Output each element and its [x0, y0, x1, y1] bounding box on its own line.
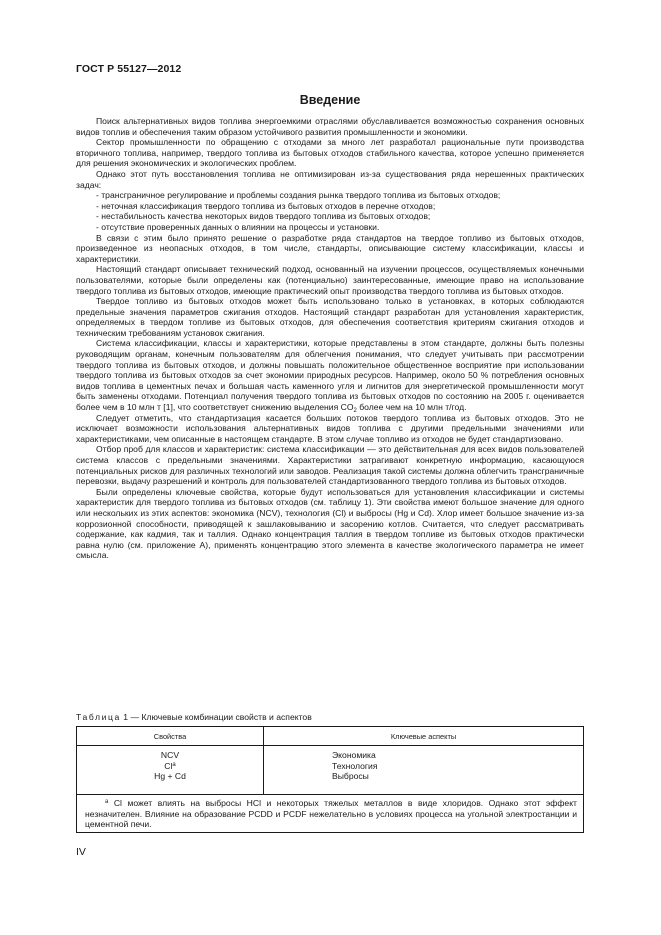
property-ncv: NCV [160, 750, 180, 760]
paragraph-co2-tail: более чем на 10 млн т/год. [356, 402, 467, 413]
table-caption-number: 1 [120, 712, 129, 722]
table-row [77, 746, 584, 795]
paragraph: Следует отметить, что стандартизация касается больших потоков твердого топлива из бытовых отходов. Это не исключает возможности использования альтернативных видов топлива с другими предельными значениями или характеристиками, чем описанные в настоящем стандарте. В этом случае топливо из отходов не будет стандартизовано. [76, 412, 584, 444]
paragraph: Сектор промышленности по обращению с отходами за много лет разработал рациональные пути производства вторичного топлива, например, твердого топлива из бытовых отходов стабильного качества, которое успешно применяется для решения экономических и экологических проблем. [76, 137, 584, 169]
property-cl: Cl$^a$ [164, 760, 176, 771]
table-caption [76, 712, 312, 722]
section-title: Введение [299, 93, 361, 107]
key-properties-table [76, 726, 584, 833]
document-designation: ГОСТ Р 55127—2012 [76, 63, 182, 75]
paragraph: Были определены ключевые свойства, которые будут использоваться для установления классификации и системы характеристик для твердого топлива из бытовых отходов (см. таблицу 1). Эти свойства имеют большое значение для одного или нескольких из этих аспектов: экономика (NCV), технология (Cl) и выбросы (Hg и Cd). Хлор имеет большое значение из-за коррозионной способности, приводящей к зашлаковыванию и засорению котлов. Считается, что следует рассматривать содержание, как кадмия, так и таллия. Однако концентрация таллия в твердом топливе из бытовых отходов практически равна нулю (см. приложение А), применять концентрацию этого элемента в качестве экологического параметра не имеет смысла. [76, 486, 584, 561]
properties-cell [77, 746, 264, 795]
paragraph: Поиск альтернативных видов топлива энергоемкими отраслями обуславливается возможностью сохранения основных видов топлив и обеспечения таким образом устойчивого развития промышленности и экономики. [76, 116, 584, 137]
table-header-row [77, 727, 584, 746]
paragraph: Однако этот путь восстановления топлива не оптимизирован из-за существования ряда нерешенных практических задач: [76, 168, 584, 190]
body-text [76, 116, 584, 561]
list-item: - трансграничное регулирование и проблемы создания рынка твердого топлива из бытовых отходов; [96, 190, 501, 201]
paragraph: В связи с этим было принято решение о разработке ряда стандартов на твердое топливо из бытовых отходов, произведенное из неопасных отходов, в том числе, стандарты, описывающие систему классификации, классы и характеристики. [76, 232, 584, 264]
table-caption-prefix: Таблица [76, 712, 121, 722]
aspect-technology: Технология [332, 760, 378, 771]
footnote-text: Cl может влиять на выбросы HCl и некоторых тяжелых металлов в виде хлоридов. Однако этот эффект незначителен. Влияние на образование PCDD и PCDF нежелательно в условиях процесса на угольной электростанции и цементной печи. [85, 798, 577, 830]
aspect-economy: Экономика [332, 750, 376, 760]
footnote-mark: a [105, 799, 109, 805]
footnote-ref: a [172, 761, 176, 768]
paragraph: Отбор проб для классов и характеристик: система классификации — это действительная для всех видов пользователей система классов с предельными значениями. Характеристики затрагивают конкретную информацию, касающуюся потенциальных рисков для различных технологий или заводов. Реализация такой системы должна облегчить трансграничные перевозки, выдачу разрешений и контроль для пользователей стандартизованного твердого топлива из бытовых отходов. [76, 444, 584, 487]
aspect-emissions: Выбросы [332, 771, 369, 782]
header-properties: Свойства [77, 727, 264, 746]
table-footnote [77, 795, 584, 833]
table-caption-title: — Ключевые комбинации свойств и аспектов [128, 712, 312, 722]
paragraph-co2 [76, 338, 584, 415]
co2-subscript: 2 [353, 408, 357, 415]
list-item: - нестабильность качества некоторых видов твердого топлива из бытовых отходов; [96, 211, 431, 222]
paragraph: Твердое топливо из бытовых отходов может быть использовано только в установках, в которых соблюдаются предельные значения параметров сжигания отходов. Настоящий стандарт разработан для установления характеристик, определяемых в твердом топливе из бытовых отходов, для обеспечения соответствия критериям сжигания отходов и техническим требованиям установок сжигания. [76, 296, 584, 338]
property-hg-cd: Hg + Cd [154, 771, 186, 782]
aspects-cell [264, 746, 584, 795]
paragraph-co2-main: Система классификации, классы и характеристики, которые представлены в этом стандарте, должны быть полезны руководящим органам, конечным пользователям для облегчения понимания, что следует учитывать при рассмотрении твердого топлива из бытовых отходов, и должны повышать положительное общественное восприятие при использовании твердого топлива из бытовых отходов за счет экономии природных ресурсов. Например, около 50 % потребления основных видов топлива в цементных печах и большая часть каменного угля и лигнитов для энергетической промышленности могут быть заменены отходами. Потенциал получения твердого топлива из бытовых отходов по состоянию на 2005 г. оценивается более чем в 10 млн т [1], что соответствует снижению выделения CO [76, 338, 584, 413]
list-item: - неточная классификация твердого топлива из бытовых отходов в перечне отходов; [96, 200, 436, 211]
page-number: IV [76, 846, 86, 858]
list-item: - отсутствие проверенных данных о влиянии на процессы и установки. [96, 221, 380, 232]
table-footnote-row [77, 795, 584, 833]
header-aspects: Ключевые аспекты [264, 727, 584, 746]
paragraph: Настоящий стандарт описывает технический подход, основанный на изучении процессов, осуществляемых конечными пользователями, которые были определены как (потенциально) заинтересованные, имеющие право на использование твердого топлива из бытовых отходов, имеющие практический опыт производства твердого топлива из бытовых отходов. [76, 264, 584, 296]
